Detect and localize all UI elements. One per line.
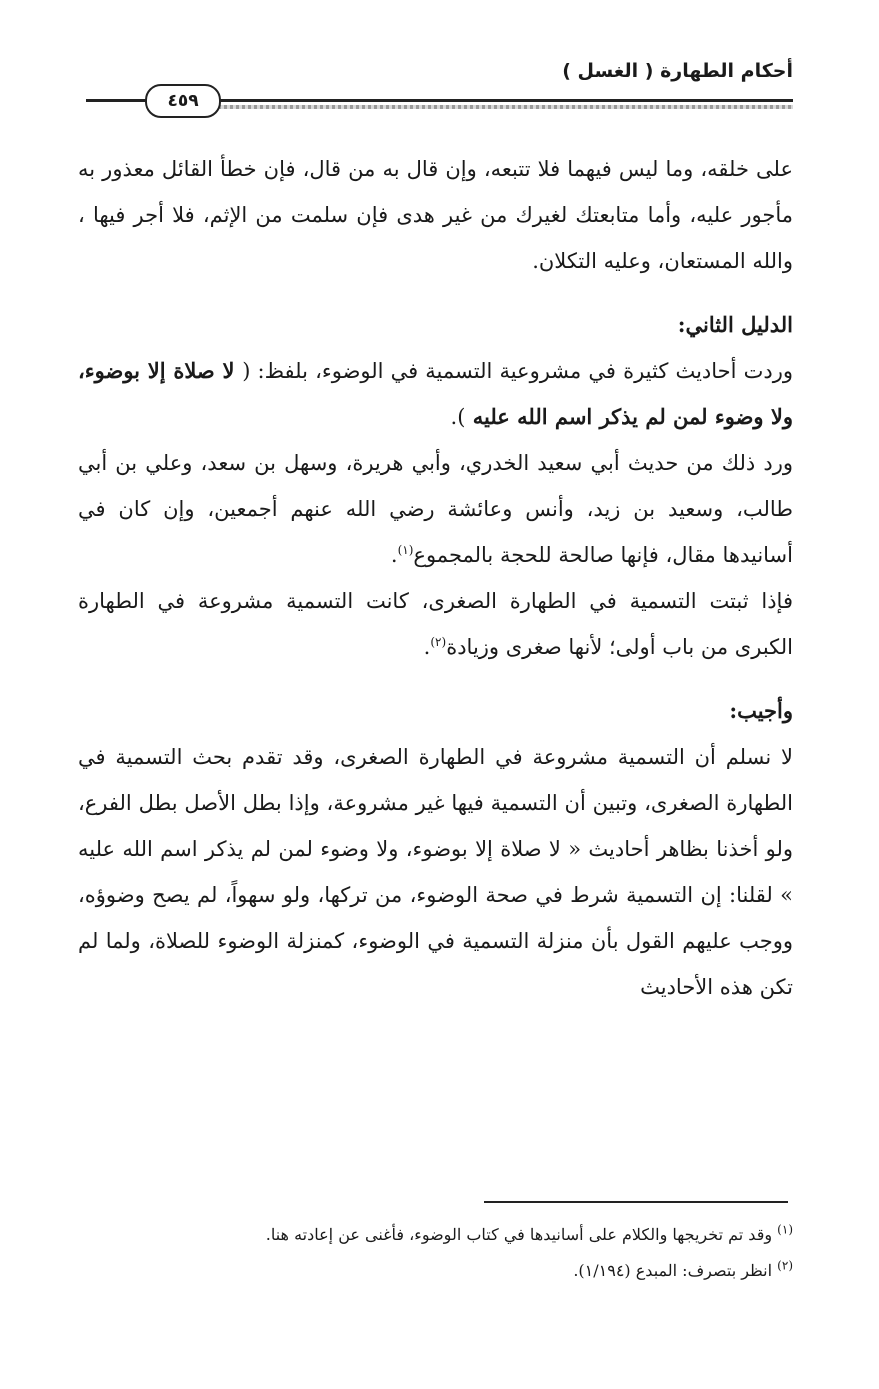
footnote-marker: (١) xyxy=(777,1222,793,1237)
paragraph xyxy=(78,440,793,578)
main-text xyxy=(78,146,793,1010)
paragraph-end: . xyxy=(423,635,431,659)
footnote-separator xyxy=(484,1201,788,1203)
section-heading: وأجيب: xyxy=(729,698,793,723)
paragraph-text: فإذا ثبتت التسمية في الطهارة الصغرى، كانت التسمية مشروعة في الطهارة الكبرى من باب أولى؛ لأنها صغرى وزيادة xyxy=(78,589,793,659)
paragraph xyxy=(78,578,793,670)
footnote-marker: (٢) xyxy=(777,1258,793,1273)
paragraph-end: . xyxy=(390,543,398,567)
running-header-title: أحكام الطهارة ( الغسل ) xyxy=(562,60,793,82)
header-rule-dotted xyxy=(200,105,793,109)
footnote-text: وقد تم تخريجها والكلام على أسانيدها في كتاب الوضوء، فأغنى عن إعادته هنا. xyxy=(265,1225,773,1244)
footnotes xyxy=(86,1221,793,1293)
footnote xyxy=(86,1221,793,1249)
paragraph xyxy=(78,348,793,440)
paragraph: لا نسلم أن التسمية مشروعة في الطهارة الصغرى، وقد تقدم بحث التسمية في الطهارة الصغرى، وتبين أن التسمية فيها غير مشروعة، وإذا بطل الأصل بطل الفرع، ولو أخذنا بظاهر أحاديث « لا صلاة إلا بوضوء، ولا وضوء لمن لم يذكر اسم الله عليه » لقلنا: إن التسمية شرط في صحة الوضوء، من تركها، ولو سهواً، لم يصح وضوؤه، ووجب عليهم القول بأن منزلة التسمية في الوضوء، كمنزلة الوضوء للصلاة، ولما لم تكن هذه الأحاديث xyxy=(78,745,793,999)
paragraph-tail: ). xyxy=(450,405,466,429)
footnote-text: انظر بتصرف: المبدع (١/١٩٤). xyxy=(573,1261,773,1280)
paragraph-text: ورد ذلك من حديث أبي سعيد الخدري، وأبي هريرة، وسهل بن سعد، وعلي بن أبي طالب، وسعيد بن زيد، وأنس وعائشة رضي الله عنهم أجمعين، وإن كان في أسانيدها مقال، فإنها صالحة للحجة بالمجموع xyxy=(78,451,793,567)
paragraph: على خلقه، وما ليس فيهما فلا تتبعه، وإن قال به من قال، فإن خطأ القائل معذور به مأجور عليه، وأما متابعتك لغيرك من غير هدى فإن سلمت من الإثم، فلا أجر فيها ، والله المستعان، وعليه التكلان. xyxy=(78,157,793,273)
footnote-ref[interactable]: (١) xyxy=(397,543,414,557)
page-number: ٤٥٩ xyxy=(145,84,221,118)
hadith-quote: لا صلاة إلا بوضوء، ولا وضوء لمن لم يذكر اسم الله عليه xyxy=(78,358,793,429)
footnote xyxy=(86,1257,793,1285)
paragraph-lead: وردت أحاديث كثيرة في مشروعية التسمية في الوضوء، بلفظ: ( xyxy=(242,359,794,383)
footnote-ref[interactable]: (٢) xyxy=(430,635,447,649)
section-heading: الدليل الثاني: xyxy=(677,312,793,337)
